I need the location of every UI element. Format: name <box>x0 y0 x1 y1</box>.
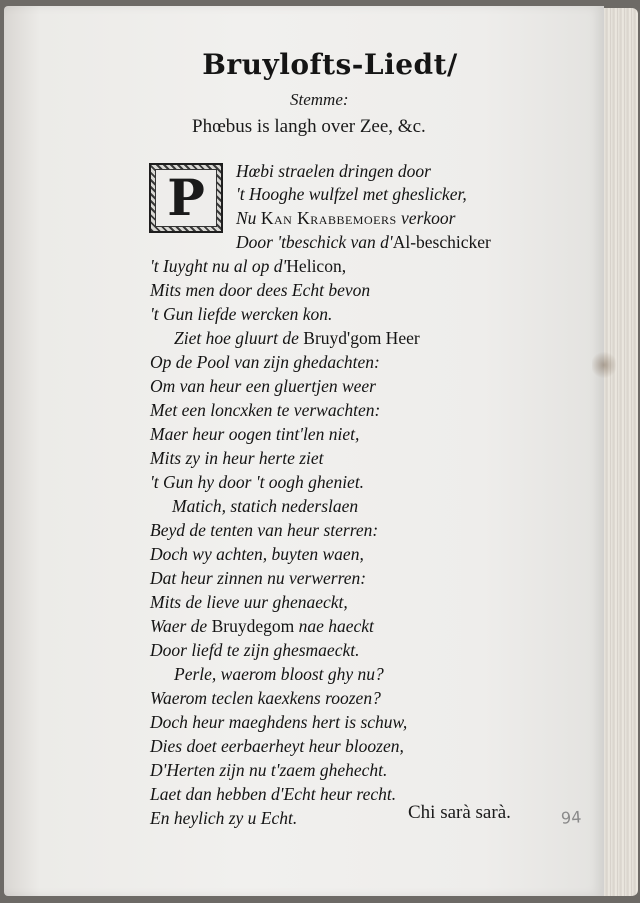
verse-line <box>236 163 431 181</box>
verse-segment: Nu <box>236 208 261 228</box>
song-title: Bruylofts-Liedt/ <box>202 48 458 81</box>
verse-segment: Dies doet eerbaerheyt heur bloozen, <box>150 736 404 756</box>
decorated-initial <box>149 163 223 233</box>
verse-line <box>150 474 364 492</box>
verse-line <box>150 762 387 780</box>
verse-segment: Hœbi straelen dringen door <box>236 161 431 181</box>
verse-segment: Doch heur maeghdens hert is schuw, <box>150 712 408 732</box>
verse-line <box>150 618 374 636</box>
verse-segment: nae haeckt <box>294 616 374 636</box>
verse-segment: 't Gun hy door 't oogh gheniet. <box>150 472 365 492</box>
verse-segment: Helicon, <box>286 256 347 276</box>
verse-line <box>174 666 384 684</box>
verse-segment: Bruyd'gom Heer <box>303 328 420 348</box>
verse-line <box>150 690 381 708</box>
verse-segment: Door 'tbeschick van d' <box>236 232 393 252</box>
verse-segment: Beyd de tenten van heur sterren: <box>150 520 379 540</box>
tune-line: Phœbus is langh over Zee, &c. <box>192 116 426 137</box>
verse-line <box>150 522 378 540</box>
verse-segment: Dat heur zinnen nu verwerren: <box>150 568 367 588</box>
verse-line <box>150 810 297 828</box>
verse-segment: D'Herten zijn nu t'zaem ghehecht. <box>150 760 388 780</box>
verse-segment: 't Gun liefde wercken kon. <box>150 304 333 324</box>
catchword: Chi sarà sarà. <box>408 802 511 823</box>
verse-segment: Ziet hoe gluurt de <box>174 328 304 348</box>
verse-segment: Perle, waerom bloost ghy nu? <box>174 664 384 684</box>
verse-line <box>150 738 404 756</box>
verse-segment: Kan Krabbemoers <box>260 208 397 228</box>
verse-segment: Waerom teclen kaexkens roozen? <box>150 688 381 708</box>
verse-line <box>150 378 376 396</box>
verse-segment: Al-beschicker <box>392 232 491 252</box>
verse-line <box>150 714 407 732</box>
verse-line <box>150 594 348 612</box>
verse-line <box>150 546 364 564</box>
verse-segment: Mits de lieve uur ghenaeckt, <box>150 592 348 612</box>
verse-line <box>150 786 396 804</box>
paper-stain <box>592 350 616 380</box>
verse-segment: En heylich zy u Echt. <box>150 808 298 828</box>
verse-segment: Door liefd te zijn ghesmaeckt. <box>150 640 360 660</box>
verse-line <box>172 498 358 516</box>
verse-segment: verkoor <box>396 208 456 228</box>
verse-segment: Op de Pool van zijn ghedachten: <box>150 352 380 372</box>
verse-line <box>174 330 420 348</box>
verse-segment: Matich, statich nederslaen <box>172 496 359 516</box>
verse-line <box>150 282 370 300</box>
verse-line <box>236 210 455 228</box>
verse-line <box>236 186 467 204</box>
pencil-page-number: 94 <box>560 807 582 828</box>
verse-segment: Mits zy in heur herte ziet <box>150 448 324 468</box>
initial-letter: P <box>155 169 217 227</box>
verse-line <box>150 306 332 324</box>
verse-line <box>150 258 346 276</box>
verse-segment: Met een loncxken te verwachten: <box>150 400 381 420</box>
verse-segment: Om van heur een gluertjen weer <box>150 376 376 396</box>
verse-segment: Mits men door dees Echt bevon <box>150 280 371 300</box>
verse-line <box>150 426 359 444</box>
stemme-label: Stemme: <box>290 90 349 109</box>
verse-segment: Maer heur oogen tint'len niet, <box>150 424 360 444</box>
verse-segment: Laet dan hebben d'Echt heur recht. <box>150 784 397 804</box>
verse-segment: Bruydegom <box>211 616 295 636</box>
verse-segment: 't Hooghe wulfzel met gheslicker, <box>236 184 467 204</box>
verse-line <box>236 234 491 252</box>
verse-line <box>150 402 380 420</box>
verse-segment: 't Iuyght nu al op d' <box>150 256 287 276</box>
verse-line <box>150 354 380 372</box>
verse-segment: Waer de <box>150 616 212 636</box>
verse-line <box>150 450 324 468</box>
verse-segment: Doch wy achten, buyten waen, <box>150 544 364 564</box>
verse-line <box>150 570 366 588</box>
verse-line <box>150 642 359 660</box>
